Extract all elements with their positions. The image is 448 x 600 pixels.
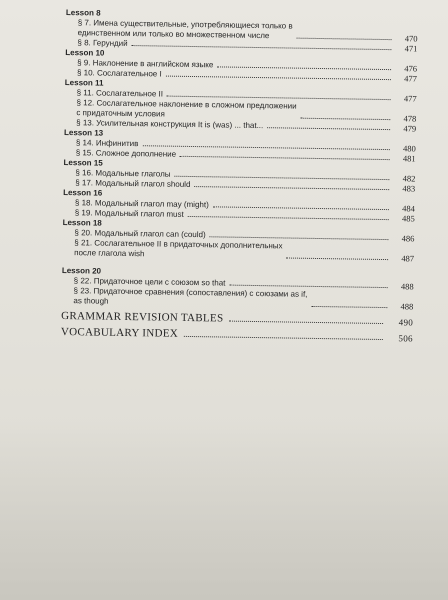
leader-dots (229, 285, 387, 288)
lesson-title: Lesson 8 (65, 8, 101, 18)
page-shadow (0, 420, 448, 600)
lesson-title: Lesson 20 (61, 265, 102, 276)
lesson-block (64, 128, 416, 164)
page-number: 487 (401, 253, 415, 264)
entry-text: § 23. Придаточное сравнения (сопоставления) с союзами as if, as though (73, 286, 308, 306)
page-number: 485 (401, 213, 415, 224)
lesson-title: Lesson 18 (62, 217, 102, 228)
entry-text: § 21. Сослагательное II в придаточных дополнительных после глагола wish (74, 238, 283, 259)
page-number: 477 (404, 73, 418, 84)
leader-dots (229, 321, 383, 324)
leader-dots (267, 127, 390, 130)
toc-entry (61, 286, 413, 312)
page-number: 477 (403, 93, 417, 104)
page-number: 476 (404, 63, 418, 74)
leader-dots (184, 336, 383, 340)
entry-text: § 14. Инфинитив (75, 138, 139, 149)
entry-text: § 22. Придаточное цели с союзом so that (73, 276, 226, 288)
entry-text: § 20. Модальный глагол can (could) (74, 228, 206, 240)
lesson-block (63, 158, 415, 194)
lesson-title: Lesson 15 (63, 157, 103, 168)
page-number: 488 (400, 281, 414, 292)
page-number: 484 (402, 203, 415, 214)
leader-dots (210, 236, 389, 240)
lesson-block (61, 266, 414, 312)
page-number: 486 (401, 233, 415, 244)
leader-dots (296, 38, 391, 40)
entry-text: § 16. Модальные глаголы (75, 168, 171, 179)
lesson-block (62, 218, 415, 264)
page-number: 506 (398, 333, 413, 344)
lesson-title: Lesson 10 (65, 47, 105, 58)
entry-text: § 15. Сложное дополнение (75, 148, 177, 159)
grammar-tables-entry (61, 310, 413, 328)
page-number: 482 (402, 173, 416, 184)
entry-text: § 11. Сослагательное II (76, 88, 164, 99)
toc-entry (62, 238, 414, 264)
leader-dots (300, 118, 390, 120)
page-number: 490 (398, 317, 414, 328)
leader-dots (311, 306, 387, 308)
page-number: 483 (402, 183, 416, 194)
table-of-contents (61, 8, 418, 343)
entry-text: § 17. Модальный глагол should (75, 178, 191, 189)
entry-text: § 12. Сослагательное наклонение в сложном предложении с придаточным условия (76, 98, 297, 119)
lesson-block (65, 48, 417, 84)
entry-text: § 19. Модальный глагол must (74, 208, 184, 219)
page-number: 479 (403, 123, 417, 134)
lesson-title: Lesson 13 (63, 127, 104, 138)
page-number: 480 (403, 143, 416, 154)
lesson-title: Lesson 11 (64, 77, 104, 88)
entry-text: § 9. Наклонение в английском языке (77, 58, 214, 70)
leader-dots (132, 45, 392, 50)
leader-dots (188, 216, 389, 220)
leader-dots (166, 76, 391, 81)
entry-text: GRAMMAR REVISION TABLES (61, 309, 224, 325)
leader-dots (194, 186, 389, 190)
entry-text: VOCABULARY INDEX (60, 325, 179, 340)
page-number: 481 (402, 153, 416, 164)
page-number: 488 (400, 301, 414, 312)
leader-dots (217, 66, 391, 70)
page-number: 478 (403, 113, 417, 124)
leader-dots (180, 156, 390, 160)
lesson-block (63, 188, 415, 224)
entry-text: § 10. Сослагательное I (76, 68, 162, 79)
leader-dots (286, 257, 388, 260)
entry-text: § 13. Усилительная конструкция It is (was) ... that... (76, 118, 264, 131)
lesson-block (64, 78, 417, 134)
lesson-title: Lesson 16 (63, 187, 103, 198)
entry-text: § 7. Имена существительные, употребляющиеся только в единственном или только во множественном числе (77, 18, 293, 41)
lesson-block (65, 8, 418, 54)
leader-dots (213, 206, 389, 210)
entry-text: § 8. Герундий (77, 38, 128, 48)
page-number: 470 (404, 33, 418, 44)
entry-text: § 18. Модальный глагол may (might) (74, 198, 209, 210)
vocabulary-index-entry (61, 326, 413, 344)
page-number: 471 (404, 43, 418, 54)
